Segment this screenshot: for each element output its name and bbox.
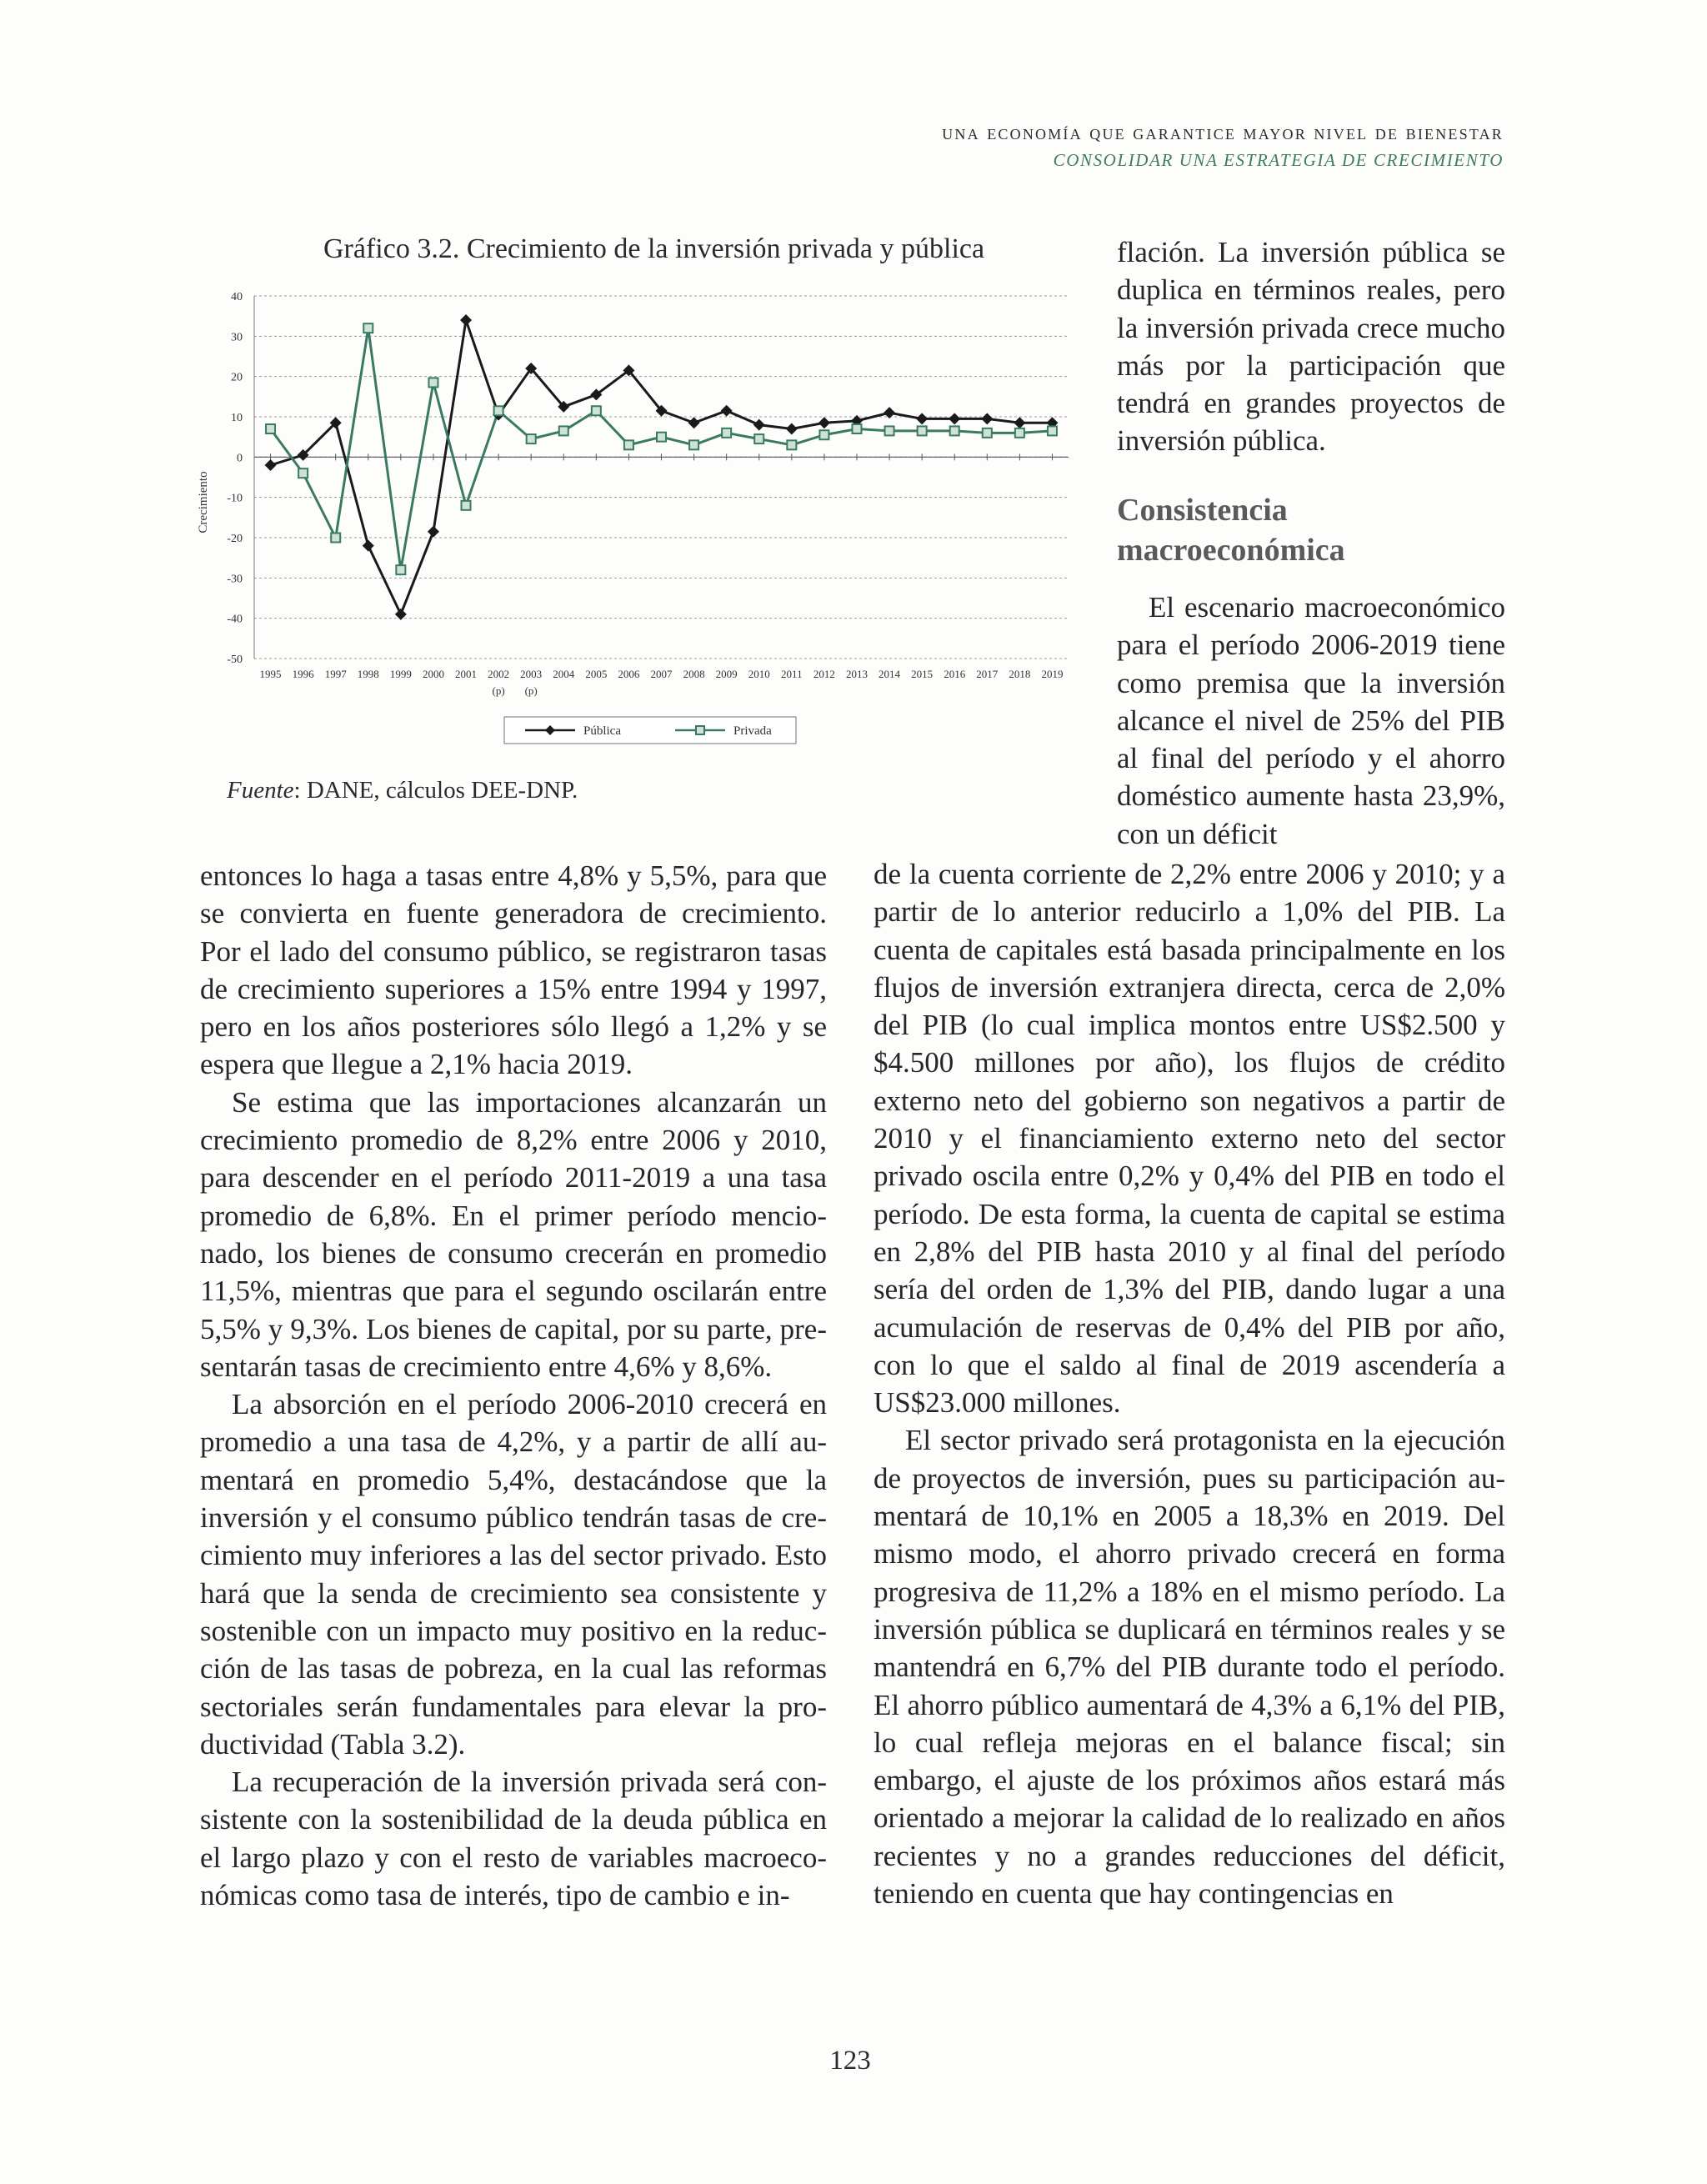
right-column-mid [1117,589,1505,853]
point-privada [689,440,698,449]
x-tick-label: 2001 [455,668,478,680]
point-publica [753,419,765,431]
x-tick-label: 1995 [259,668,282,680]
x-tick-note: (p) [492,684,505,697]
point-publica [981,413,993,424]
y-tick-label: 20 [231,371,243,384]
point-privada [722,428,731,438]
figure-title: Gráfico 3.2. Crecimiento de la inversión privada y pública [323,233,985,264]
x-tick-label: 2019 [1041,668,1064,680]
point-publica [265,459,277,471]
x-tick-label: 2007 [650,668,673,680]
point-privada [787,440,796,449]
paragraph: El sector privado será protagonista en la ejecución de proyectos de inversión, pues su participación aumentará de 10,1% en 2005 a 18,3% en 2019. Del mismo modo, el ahorro privado crecerá en forma progresiva de 11,2% a 18% en el mismo período. La inversión pública se duplicará en términos reales y se mantendrá en 6,7% del PIB durante todo el período. El ahorro público aumentará de 4,3% a 6,1% del PIB, lo cual refleja mejoras en el balance fiscal; sin embargo, el ajuste de los próximos años estará más orientado a mejorar la calidad de lo realizado en años recientes y no a grandes reducciones del déficit, teniendo en cuenta que hay contingencias en [874,1424,1505,1911]
x-tick-label: 2000 [422,668,444,680]
paragraph: entonces lo haga a tasas entre 4,8% y 5,5%, para que se convierta en fuente generadora de crecimiento. Por el lado del consumo público, se registraron tasas de crecimiento superiores a 15% entre 1994 y 1997, pero en los años posteriores sólo llegó a 1,2% y se espera que llegue a 2,1% hacia 2019. [200,859,827,1081]
point-publica [721,405,733,417]
x-tick-label: 2009 [715,668,738,680]
paragraph: El escenario macroeconómico para el período 2006-2019 tiene como premisa que la inversión alcance el nivel de 25% del PIB al final del período y el ahorro doméstico aumente hasta 23,9%, con un déficit [1117,591,1505,850]
point-privada [298,468,308,478]
point-privada [950,426,959,435]
running-header-subtitle: CONSOLIDAR UNA ESTRATEGIA DE CRECIMIENTO [1053,150,1504,170]
y-tick-label: 40 [231,291,243,303]
point-publica [916,413,928,424]
x-tick-label: 2005 [585,668,608,680]
paragraph: La absorción en el período 2006-2010 crecerá en promedio a una tasa de 4,2%, y a partir de allí aumentará en promedio 5,4%, destacándose que la inversión y el consumo público tendrán tasas de crecimiento muy inferiores a las del sector privado. Esto hará que la senda de crecimiento sea consistente y sostenible con un impacto muy positivo en la reducción de las tasas de pobreza, en la cual las reformas sectoriales serán fundamentales para elevar la productividad (Tabla 3.2). [200,1388,827,1761]
x-tick-label: 2017 [976,668,999,680]
x-tick-label: 1997 [324,668,347,680]
y-axis-label: Crecimiento [197,471,210,533]
x-tick-label: 2006 [618,668,640,680]
x-tick-label: 2008 [683,668,705,680]
point-privada [624,440,633,449]
legend-marker [696,726,704,734]
legend-label: Privada [733,724,772,738]
x-tick-note: (p) [524,684,538,697]
right-column-top [1117,233,1505,460]
right-column [874,855,1505,1912]
point-privada [657,433,666,442]
point-privada [494,406,503,415]
x-tick-label: 1998 [357,668,379,680]
x-tick-label: 1999 [389,668,412,680]
point-privada [559,426,568,435]
point-privada [885,426,894,435]
x-tick-label: 2016 [944,668,966,680]
paragraph: flación. La inversión pública se duplica en términos reales, pero la inversión privada crece mucho más por la participación que tendrá en grandes proyectos de inversión pública. [1117,236,1505,458]
point-privada [396,565,405,574]
point-publica [786,423,798,435]
paragraph: La recuperación de la inversión privada será consistente con la sostenibilidad de la deuda pública en el largo plazo y con el resto de variables macroeconómicas como tasa de interés, tipo de cambio e in- [200,1766,827,1912]
point-privada [592,406,601,415]
x-tick-label: 2010 [748,668,770,680]
point-privada [754,434,763,443]
y-tick-label: -20 [227,533,243,545]
legend-label: Pública [583,724,621,738]
point-privada [918,426,927,435]
y-tick-label: -10 [227,492,243,505]
point-privada [428,378,438,387]
running-header-title: una economía que garantice mayor nivel de bienestar [942,122,1504,144]
x-tick-label: 2003 [520,668,543,680]
x-tick-label: 2004 [553,668,575,680]
paragraph: de la cuenta corriente de 2,2% entre 2006 y 2010; y a partir de lo anterior reducirlo a 1,0% del PIB. La cuenta de capitales está basada principalmente en los flujos de inversión extranjera directa, cerca de 2,0% del PIB (lo cual implica montos entre US$2.500 y $4.500 millones por año), los flujos de crédito externo neto del gobierno son negativos a partir de 2010 y el financiamiento externo neto del sector privado oscila entre 0,2% y 0,4% del PIB en todo el período. De esta forma, la cuenta de capital se estima en 2,8% del PIB hasta 2010 y al final del período sería del orden de 1,3% del PIB, dando lugar a una acumulación de reservas de 0,4% del PIB por año, con lo que el saldo al final de 2019 ascendería a US$23.000 millones. [874,858,1505,1420]
point-publica [688,417,700,428]
x-tick-label: 2014 [879,668,901,680]
point-privada [266,424,275,433]
x-tick-label: 2015 [911,668,934,680]
point-privada [363,323,373,333]
section-heading: Consistencia macroeconómica [1117,493,1345,568]
point-privada [852,424,861,433]
point-publica [460,314,472,326]
x-tick-label: 2013 [845,668,868,680]
point-publica [818,417,830,428]
point-privada [331,533,340,543]
point-privada [1048,426,1057,435]
x-tick-label: 2011 [781,668,803,680]
point-privada [462,501,471,510]
x-tick-label: 2012 [813,668,835,680]
y-tick-label: -40 [227,613,243,626]
source-label: Fuente [227,777,294,804]
x-tick-label: 2018 [1009,668,1031,680]
point-publica [363,540,374,552]
y-tick-label: 30 [231,331,243,344]
paragraph: Se estima que las importaciones alcanzarán un crecimiento promedio de 8,2% entre 2006 y 2010, para descender en el período 2011-2019 a una tasa promedio de 6,8%. En el primer período mencionado, los bienes de consumo crecerán en promedio 11,5%, mientras que para el segundo oscilarán entre 5,5% y 9,3%. Los bienes de capital, por su parte, presentarán tasas de crecimiento entre 4,6% y 8,6%. [200,1085,827,1383]
y-tick-label: 10 [231,412,243,424]
left-column [200,857,827,1914]
series-line-privada [271,328,1053,570]
page-number: 123 [829,2046,871,2076]
point-privada [819,430,828,439]
source-text: : DANE, cálculos DEE-DNP. [293,777,578,804]
figure-source [227,777,578,804]
y-tick-label: 0 [237,452,243,465]
point-privada [1015,428,1024,438]
point-privada [983,428,992,438]
x-tick-label: 1996 [292,668,314,680]
y-tick-label: -50 [227,654,243,666]
point-publica [428,526,439,538]
line-chart [183,275,1092,759]
x-tick-label: 2002 [488,668,510,680]
point-publica [1014,417,1025,428]
point-privada [527,434,536,443]
point-publica [949,413,960,424]
y-tick-label: -30 [227,573,243,586]
